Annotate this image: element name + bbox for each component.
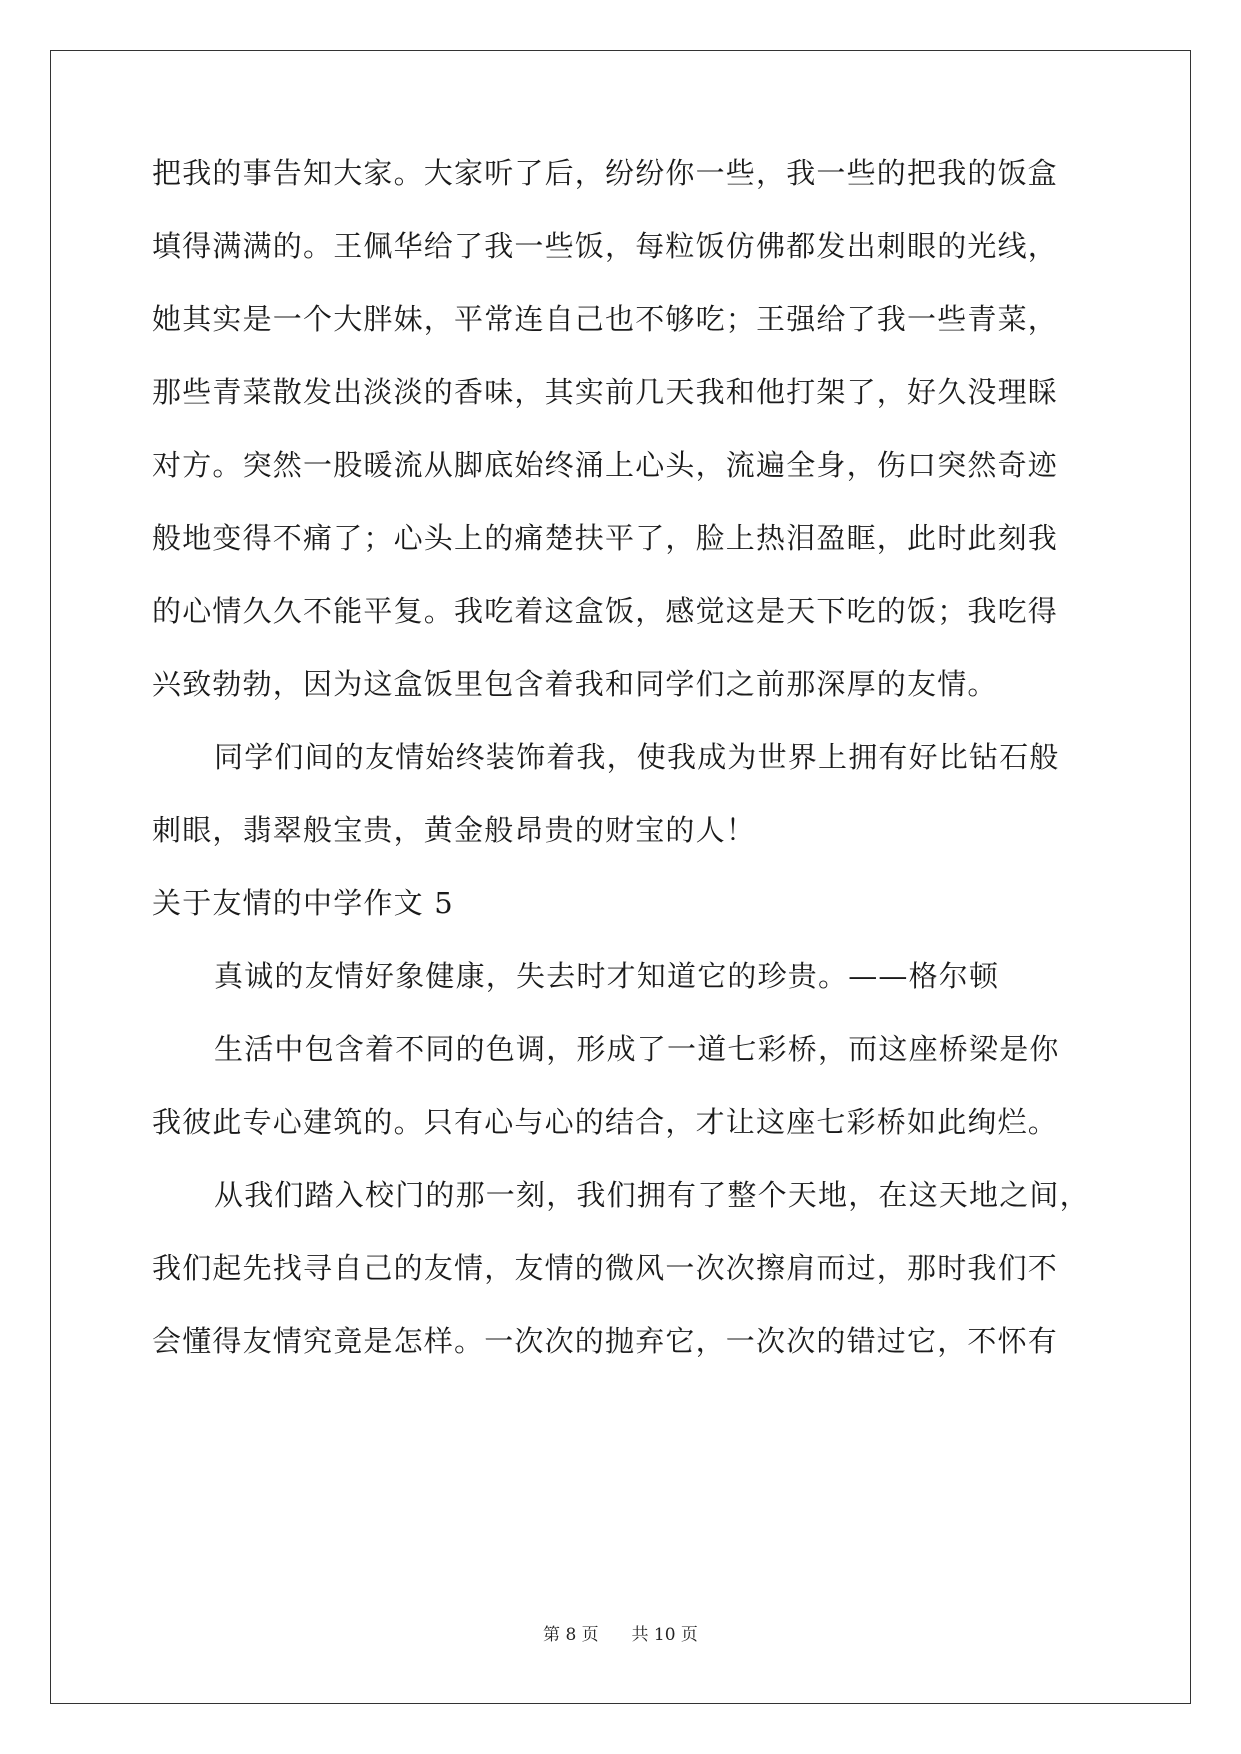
page-border (50, 50, 1191, 1704)
body-line: 把我的事告知大家。大家听了后，纷纷你一些，我一些的把我的饭盒 (152, 156, 1059, 190)
quote-line: 真诚的友情好象健康，失去时才知道它的珍贵。——格尔顿 (214, 959, 1000, 993)
body-line: 般地变得不痛了；心头上的痛楚扶平了，脸上热泪盈眶，此时此刻我 (152, 521, 1059, 555)
body-line: 我们起先找寻自己的友情，友情的微风一次次擦肩而过，那时我们不 (152, 1251, 1059, 1285)
body-line: 会懂得友情究竟是怎样。一次次的抛弃它，一次次的错过它，不怀有 (152, 1324, 1059, 1358)
body-line: 她其实是一个大胖妹，平常连自己也不够吃；王强给了我一些青菜， (152, 302, 1059, 336)
paragraph-first-line: 从我们踏入校门的那一刻，我们拥有了整个天地，在这天地之间， (214, 1178, 1090, 1212)
body-line: 兴致勃勃，因为这盒饭里包含着我和同学们之前那深厚的友情。 (152, 667, 998, 701)
page-footer (0, 1624, 1241, 1646)
section-heading: 关于友情的中学作文 5 (152, 886, 454, 920)
page-total: 共 10 页 (631, 1625, 698, 1645)
body-line: 对方。突然一股暖流从脚底始终涌上心头，流遍全身，伤口突然奇迹 (152, 448, 1059, 482)
body-line: 那些青菜散发出淡淡的香味，其实前几天我和他打架了，好久没理睬 (152, 375, 1059, 409)
body-line: 的心情久久不能平复。我吃着这盒饭，感觉这是天下吃的饭；我吃得 (152, 594, 1059, 628)
paragraph-first-line: 同学们间的友情始终装饰着我，使我成为世界上拥有好比钻石般 (214, 740, 1060, 774)
page-number: 第 8 页 (543, 1625, 599, 1645)
body-line: 刺眼，翡翠般宝贵，黄金般昂贵的财宝的人！ (152, 813, 757, 847)
paragraph-first-line: 生活中包含着不同的色调，形成了一道七彩桥，而这座桥梁是你 (214, 1032, 1060, 1066)
body-line: 我彼此专心建筑的。只有心与心的结合，才让这座七彩桥如此绚烂。 (152, 1105, 1059, 1139)
body-line: 填得满满的。王佩华给了我一些饭，每粒饭仿佛都发出刺眼的光线， (152, 229, 1059, 263)
